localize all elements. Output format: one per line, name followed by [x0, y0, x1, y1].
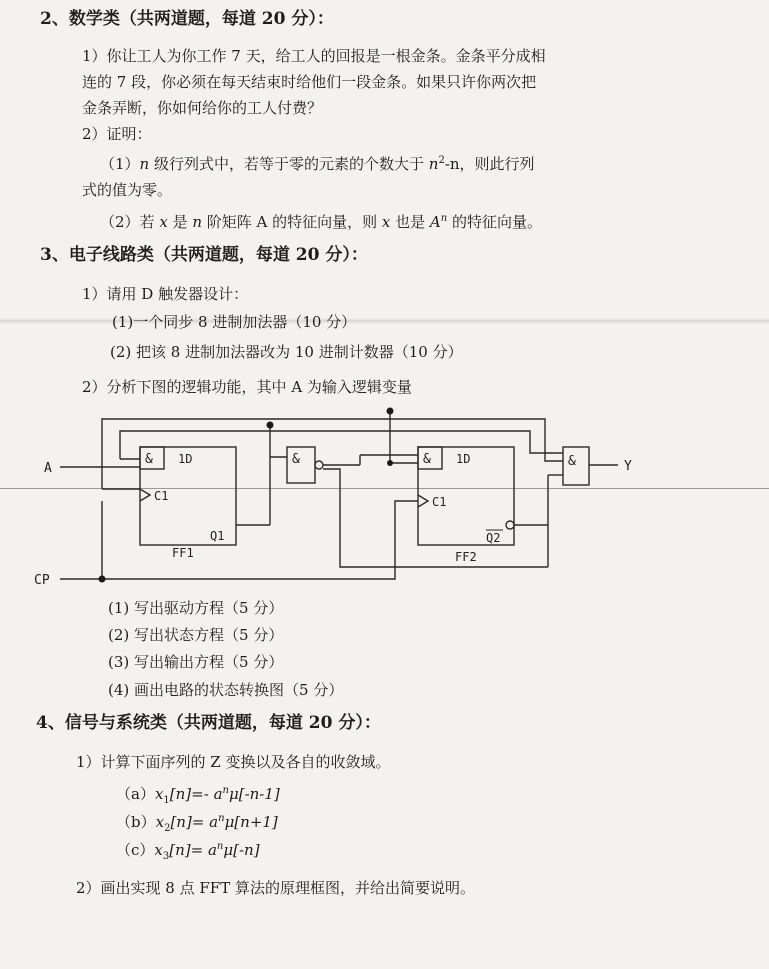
ff2-c-label: C1: [432, 495, 447, 509]
sec4-qb: $(b)x_2[n]= a^n\mu[n+1]$: [116, 813, 278, 834]
junction-dot-cp: [99, 576, 106, 583]
ff1-c-label: C1: [154, 489, 169, 503]
ff2-and-symbol: &: [423, 452, 431, 467]
ff2-d-label: 1D: [456, 452, 471, 466]
output-and-gate: [563, 447, 589, 485]
sec3-sub2: (2) 写出状态方程（5 分）: [108, 626, 284, 644]
junction-dot-ff2: [387, 460, 393, 466]
ff1-d-label: 1D: [178, 452, 193, 466]
output-and-symbol: &: [568, 454, 576, 469]
nand-symbol: &: [292, 452, 300, 467]
sec3-q2: 2）分析下图的逻辑功能，其中 A 为输入逻辑变量: [82, 378, 412, 396]
sec3-q1: 1）请用 D 触发器设计：: [82, 285, 249, 303]
sec4-qc: $(c)x_3[n]= a^n\mu[-n]$: [116, 841, 260, 862]
sec2-q2a-line1: （1）n 级行列式中，若等于零的元素的个数大于 $n^2-n$，则此行列: [100, 155, 535, 173]
sec3-q1b: (2) 把该 8 进制加法器改为 10 进制计数器（10 分）: [110, 343, 463, 361]
sec2-q2b: （2）若 x 是 n 阶矩阵 A 的特征向量，则 x 也是 $A^n$ 的特征向量。: [100, 213, 542, 231]
sec4-q1: 1）计算下面序列的 Z 变换以及各自的收敛域。: [76, 753, 391, 771]
ff2-qbar-bubble: [506, 521, 514, 529]
sec3-sub3: (3) 写出输出方程（5 分）: [108, 653, 284, 671]
nand-bubble: [315, 461, 323, 469]
logic-circuit-diagram: [0, 395, 769, 590]
ff2-q-label: Q2: [486, 531, 501, 545]
ff1-clock-triangle: [140, 489, 150, 501]
sec4-qa: $(a)x_1[n]=-$ $a^n\mu[-n-1]$: [116, 785, 280, 806]
input-cp-label: CP: [34, 573, 50, 588]
ff2-clock-triangle: [418, 495, 428, 507]
sec2-q1-line3: 金条弄断，你如何给你的工人付费？: [82, 99, 323, 117]
section-3-title: 3、电子线路类（共两道题，每道 20 分）：: [40, 245, 368, 265]
ff1-and-symbol: &: [145, 452, 153, 467]
section-2-title: 2、数学类（共两道题，每道 20 分）：: [40, 9, 334, 29]
sec3-q1a: (1)一个同步 8 进制加法器（10 分）: [112, 313, 357, 331]
junction-dot-q1: [267, 422, 274, 429]
input-a-label: A: [44, 461, 52, 476]
section-4-title: 4、信号与系统类（共两道题，每道 20 分）：: [36, 713, 381, 733]
ff1-q-label: Q1: [210, 529, 225, 543]
junction-dot-top: [387, 408, 394, 415]
output-y-label: Y: [624, 459, 632, 474]
sec2-q1-line2: 连的 7 段，你必须在每天结束时给他们一段金条。如果只许你两次把: [82, 73, 537, 91]
sec3-sub4: (4) 画出电路的状态转换图（5 分）: [108, 681, 344, 699]
sec2-q1-line1: 1）你让工人为你工作 7 天，给工人的回报是一根金条。金条平分成相: [82, 47, 546, 65]
sec3-sub1: (1) 写出驱动方程（5 分）: [108, 599, 284, 617]
sec2-q2: 2）证明：: [82, 125, 152, 143]
ff1-name-label: FF1: [172, 546, 194, 560]
sec2-q2a-line2: 式的值为零。: [82, 181, 173, 199]
sec4-q2: 2）画出实现 8 点 FFT 算法的原理框图，并给出简要说明。: [76, 879, 475, 897]
ff2-name-label: FF2: [455, 550, 477, 564]
